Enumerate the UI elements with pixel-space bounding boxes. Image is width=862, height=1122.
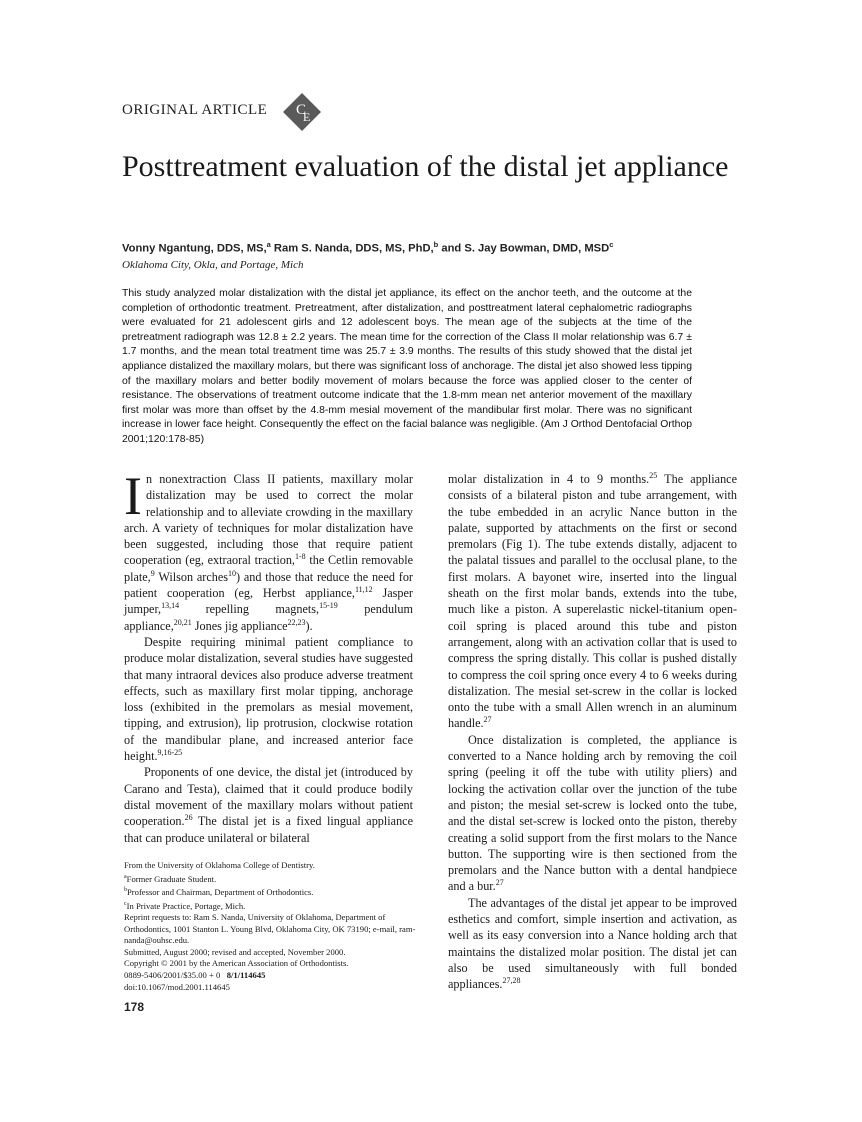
footnote-line: $^a$Former Graduate Student. [124, 873, 217, 884]
citation: 13,14 [161, 601, 180, 611]
author-marker: c [609, 240, 614, 249]
citation: 26 [184, 813, 193, 823]
footnote-line: doi:10.1067/mod.2001.114645 [124, 981, 230, 992]
citation: 9 [150, 568, 155, 578]
ce-badge-c: C [296, 102, 307, 118]
ce-badge-e: E [303, 110, 311, 124]
author-marker: a [266, 240, 271, 249]
body-paragraph: Proponents of one device, the distal jet (introduced by Carano and Testa), claimed that it could produce bodily distal movement of the maxillary molars without patient cooperation.$^{26}$ The distal jet is a fixed lingual appliance that can produce unilateral or bilateral [124, 765, 413, 845]
footnotes [124, 860, 416, 993]
abstract: This study analyzed molar distalization with the distal jet appliance, its effect on the anchor teeth, and the outcome at the completion of orthodontic treatment. Pretreatment, after distalization, and posttreatment lateral cephalometric radiographs were evaluated for 21 adolescent girls and 12 adolescent boys. The mean age of the subjects at the time of the pretreatment radiograph was 12.8 ± 2.2 years. The mean time for the correction of the Class II molar relationship was 6.7 ± 1.7 months, and the mean total treatment time was 25.7 ± 3.9 months. The results of this study showed that the distal jet appliance distalized the maxillary molars, but there was significant loss of anchorage. The distal jet also showed less tipping of the maxillary molars and better bodily movement of molars because the force was applied closer to the center of resistance. The observations of treatment outcome indicate that the 1.8-mm mean net anterior movement of the maxillary first molar was more than offset by the 4.8-mm mesial movement of the mandibular first molar. There was no significant increase in lower face height. Consequently the effect on the facial balance was negligible. (Am J Orthod Dentofacial Orthop 2001;120:178-85) [122, 288, 692, 445]
citation: 27 [495, 878, 504, 888]
citation: 25 [649, 470, 658, 480]
author-affiliation: Oklahoma City, Okla, and Portage, Mich [122, 259, 304, 271]
body-column-right [448, 471, 737, 993]
citation: 20,21 [173, 617, 192, 627]
citation: 11,12 [354, 585, 373, 595]
footnote-line: Reprint requests to: Ram S. Nanda, University of Oklahoma, Department of Orthodontics, 1001 Stanton L. Young Blvd, Oklahoma City, OK 73190; e-mail, ram-nanda@ouhsc.edu. [124, 911, 416, 946]
citation: 15-19 [319, 601, 338, 611]
author-name: and S. Jay Bowman, DMD, MSD [438, 242, 610, 255]
footnote-line: $^b$Professor and Chairman, Department of Orthodontics. [124, 886, 314, 897]
body-paragraph: Despite requiring minimal patient compliance to produce molar distalization, several studies have suggested that many intraoral devices also produce adverse treatment effects, such as maxillary first molar tipping, anchorage loss (exhibited in the premolars as mesial movement, tipping, and extrusion), lip protrusion, clockwise rotation of the mandibular plane, and increased anterior face height.$^{9,16-25}$ [124, 634, 413, 764]
body-paragraph: molar distalization in 4 to 9 months.$^{25}$ The appliance consists of a bilateral piston and tube arrangement, with the tube embedded in an acrylic Nance button in the palate, supported by attachments on the first or second premolars (Fig 1). The tube extends distally, adjacent to the palatal tissues and parallel to the occlusal plane, to the first molars. A bayonet wire, inserted into the lingual sheath on the first molar bands, extends into the tube, much like a piston. A superelastic nickel-titanium open-coil spring is placed around this tube and piston arrangement, along with an activation collar that is used to compress the spring distally. This collar is pushed distally to compress the coil spring once every 4 to 6 weeks during distalization. The mesial set-screw in the collar is locked onto the tube with a small Allen wrench in an aluminum handle.$^{27}$ [448, 470, 737, 731]
author-marker: b [433, 240, 439, 249]
author-name: Vonny Ngantung, DDS, MS, [122, 242, 267, 255]
article-title: Posttreatment evaluation of the distal jet appliance [122, 150, 729, 183]
body-paragraph: Once distalization is completed, the appliance is converted to a Nance holding arch by removing the coil spring (peeling it off the tube with utility pliers) and locking the activation collar over the junction of the tube and piston; the mesial set-screw is locked onto the tube, and the distal set-screw is locked onto the piston, thereby creating a solid support from the first molars to the Nance button. The supporting wire is then sectioned from the premolars and the Nance button with a dental handpiece and a bur.$^{27}$ [448, 732, 737, 894]
citation: 22,23 [287, 617, 306, 627]
footnote-line: $^c$In Private Practice, Portage, Mich. [124, 900, 246, 911]
section-label: ORIGINAL ARTICLE [122, 102, 268, 118]
footnote-line: 0889-5406/2001/$35.00 + 0 8/1/114645 [124, 969, 266, 980]
citation: 27 [483, 715, 492, 725]
body-column-left [124, 466, 413, 846]
citation: 27,28 [502, 976, 521, 986]
author-name: Ram S. Nanda, DDS, MS, PhD, [270, 242, 434, 255]
citation: 1-8 [294, 552, 306, 562]
footnote-line: From the University of Oklahoma College of Dentistry. [124, 860, 315, 870]
footnote-line: Submitted, August 2000; revised and accepted, November 2000. [124, 946, 346, 957]
body-paragraph: In nonextraction Class II patients, maxillary molar distalization may be used to correct the molar relationship and to alleviate crowding in the maxillary arch. A variety of techniques for molar distalization have been suggested, including those that require patient cooperation (eg, extraoral traction,$^{1-8}$ the Cetlin removable plate,$^9$ Wilson arches$^{10}$) and those that reduce the need for patient cooperation (eg, Herbst appliance,$^{11,12}$ Jasper jumper,$^{13,14}$ repelling magnets,$^{15-19}$ pendulum appliance,$^{20,21}$ Jones jig appliance$^{22,23}$). [124, 466, 413, 633]
footnote-line: Copyright © 2001 by the American Association of Orthodontists. [124, 958, 349, 969]
ce-badge-icon [282, 92, 322, 132]
drop-cap: I [124, 466, 142, 526]
body-paragraph: The advantages of the distal jet appear to be improved esthetics and comfort, simple insertion and activation, as well as its easy conversion into a Nance holding arch that maintains the distalized molar position. The distal jet can also be used simultaneously with full bonded appliances.$^{27,28}$ [448, 895, 737, 992]
citation: 10 [228, 568, 236, 578]
page-number: 178 [124, 1000, 145, 1014]
author-list [122, 240, 742, 255]
citation: 9,16-25 [157, 747, 183, 757]
